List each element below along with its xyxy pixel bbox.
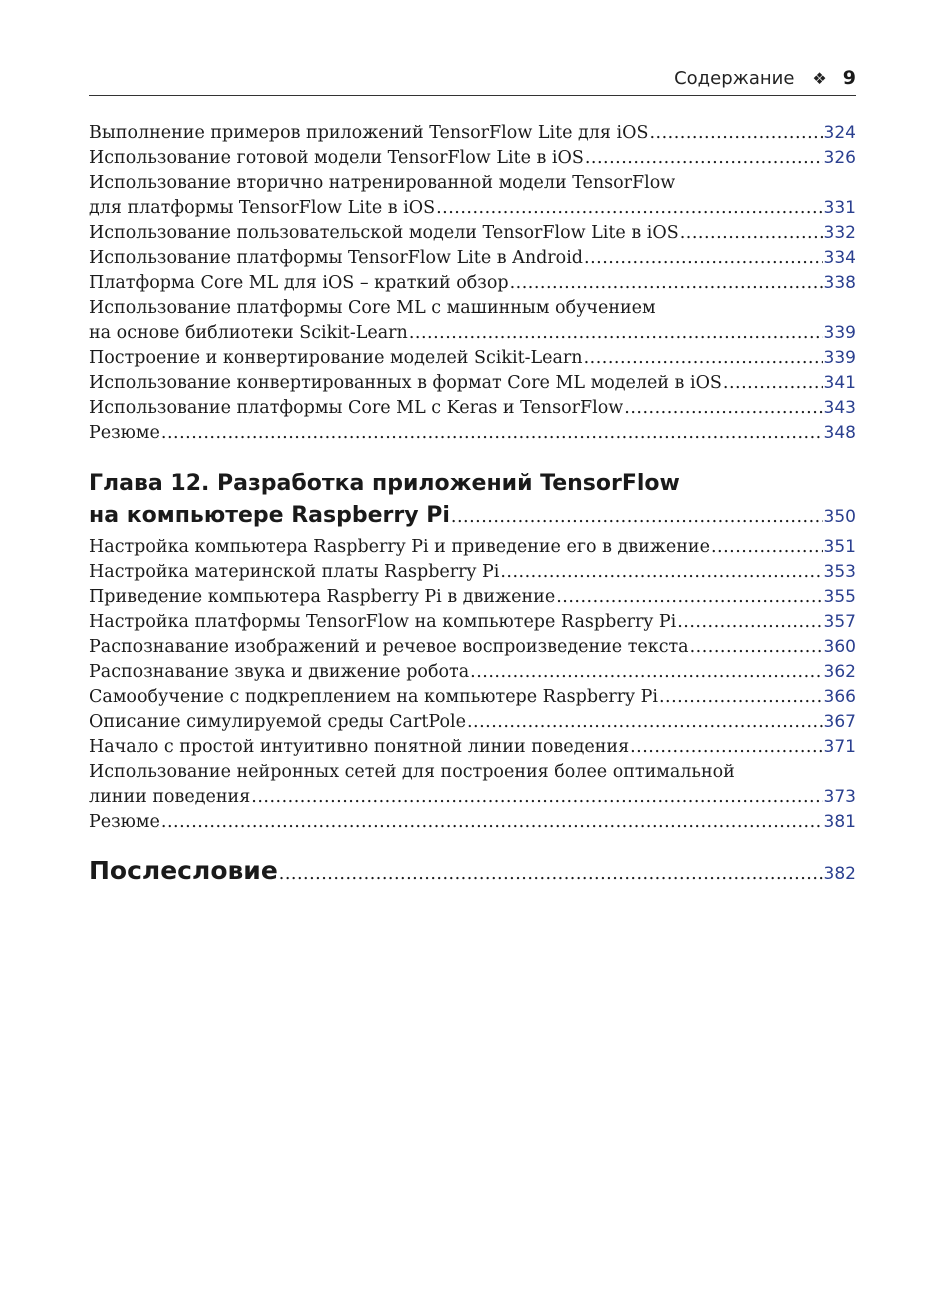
toc-entry[interactable] (89, 221, 856, 246)
toc-entry[interactable] (89, 635, 856, 660)
dot-leader (161, 810, 823, 835)
toc-entry[interactable] (89, 346, 856, 371)
toc-entry-title: Настройка материнской платы Raspberry Pi (89, 562, 500, 582)
toc-entry[interactable] (89, 560, 856, 585)
dot-leader (659, 685, 823, 710)
toc-entry-page: 355 (823, 587, 856, 607)
toc-entry-page: 353 (823, 562, 856, 582)
toc-entry-page: 371 (823, 737, 856, 757)
running-header (89, 64, 856, 96)
toc-entry[interactable] (89, 685, 856, 710)
dot-leader (556, 585, 822, 610)
toc-entry[interactable] (89, 535, 856, 560)
toc-entry-title: Использование платформы TensorFlow Lite в Android (89, 248, 583, 268)
toc-entry-title: на основе библиотеки Scikit-Learn (89, 323, 408, 343)
toc-entry[interactable] (89, 246, 856, 271)
toc-entry[interactable] (89, 785, 856, 810)
dot-leader (409, 321, 823, 346)
dot-leader (680, 221, 823, 246)
chapter-heading-entry[interactable] (89, 500, 856, 533)
toc-entry[interactable] (89, 810, 856, 835)
toc-entry-title: Настройка платформы TensorFlow на компьютере Raspberry Pi (89, 612, 677, 632)
dot-leader (500, 560, 822, 585)
toc-entry[interactable] (89, 146, 856, 171)
toc-entry-title: Начало с простой интуитивно понятной линии поведения (89, 737, 630, 757)
dot-leader (436, 196, 822, 221)
toc-entry-page: 367 (823, 712, 856, 732)
dot-leader (470, 660, 822, 685)
toc-entry-title: Построение и конвертирование моделей Scikit-Learn (89, 348, 583, 368)
toc-entry[interactable] (89, 121, 856, 146)
toc-entry-title: Использование конвертированных в формат Core ML моделей в iOS (89, 373, 722, 393)
toc-entry-page: 324 (823, 123, 856, 143)
toc-entry-page: 348 (823, 423, 856, 443)
dot-leader (467, 710, 823, 735)
dot-leader (279, 858, 823, 890)
toc-entry-title-line1: Использование платформы Core ML с машинным обучением (89, 298, 656, 318)
toc-entry-page: 373 (823, 787, 856, 807)
chapter-heading-line2: на компьютере Raspberry Pi (89, 503, 450, 528)
dot-leader (649, 121, 822, 146)
dot-leader (510, 271, 823, 296)
toc-entry-title: Использование готовой модели TensorFlow Lite в iOS (89, 148, 584, 168)
dot-leader (584, 246, 823, 271)
toc-entry[interactable] (89, 610, 856, 635)
toc-entry-title: Описание симулируемой среды CartPole (89, 712, 466, 732)
dot-leader (630, 735, 822, 760)
toc-entry-page: 351 (823, 537, 856, 557)
toc-entry[interactable] (89, 660, 856, 685)
toc-entry-title-line1: Использование нейронных сетей для построения более оптимальной (89, 762, 735, 782)
dot-leader (251, 785, 822, 810)
header-page-number: 9 (842, 67, 856, 89)
chapter-page: 350 (823, 507, 856, 527)
toc-entry-title: Распознавание звука и движение робота (89, 662, 470, 682)
toc-entry-title: Распознавание изображений и речевое воспроизведение текста (89, 637, 689, 657)
toc-entry-page: 362 (823, 662, 856, 682)
table-of-contents (89, 121, 856, 890)
toc-entry-page: 331 (823, 198, 856, 218)
dot-leader (161, 421, 823, 446)
toc-entry[interactable] (89, 585, 856, 610)
toc-entry-title: Использование платформы Core ML с Keras и TensorFlow (89, 398, 624, 418)
header-section-title: Содержание (674, 67, 795, 89)
toc-entry[interactable] (89, 421, 856, 446)
toc-entry-title-line1: Использование вторично натренированной модели TensorFlow (89, 173, 676, 193)
dot-leader (690, 635, 823, 660)
dot-leader (584, 346, 823, 371)
header-right (674, 67, 856, 89)
afterword-title: Послесловие (89, 856, 278, 885)
toc-entry-page: 326 (823, 148, 856, 168)
toc-entry-page: 366 (823, 687, 856, 707)
toc-entry-title: Выполнение примеров приложений TensorFlow Lite для iOS (89, 123, 649, 143)
dot-leader (624, 396, 822, 421)
toc-entry[interactable] (89, 196, 856, 221)
toc-entry-title: Резюме (89, 812, 160, 832)
toc-entry-page: 339 (823, 323, 856, 343)
dot-leader (585, 146, 823, 171)
toc-entry[interactable] (89, 735, 856, 760)
toc-entry-title: Использование пользовательской модели TensorFlow Lite в iOS (89, 223, 679, 243)
toc-entry-page: 338 (823, 273, 856, 293)
fleuron-icon: ❖ (812, 68, 827, 88)
toc-entry-page: 339 (823, 348, 856, 368)
toc-entry-page: 381 (823, 812, 856, 832)
toc-entry-title: Приведение компьютера Raspberry Pi в движение (89, 587, 556, 607)
dot-leader (677, 610, 822, 635)
toc-entry-title: линии поведения (89, 787, 251, 807)
toc-entry-page: 332 (823, 223, 856, 243)
afterword-page: 382 (823, 864, 856, 884)
dot-leader (451, 501, 823, 533)
chapter-heading-line1: Глава 12. Разработка приложений TensorFlow (89, 471, 680, 496)
toc-entry-title: Настройка компьютера Raspberry Pi и приведение его в движение (89, 537, 710, 557)
toc-entry-page: 343 (823, 398, 856, 418)
afterword-entry[interactable] (89, 855, 856, 890)
toc-entry[interactable] (89, 710, 856, 735)
toc-entry-title: Резюме (89, 423, 160, 443)
toc-entry-page: 341 (823, 373, 856, 393)
toc-entry[interactable] (89, 321, 856, 346)
dot-leader (711, 535, 823, 560)
toc-entry[interactable] (89, 396, 856, 421)
toc-entry[interactable] (89, 371, 856, 396)
toc-entry[interactable] (89, 271, 856, 296)
toc-entry-page: 360 (823, 637, 856, 657)
dot-leader (723, 371, 823, 396)
toc-entry-title: для платформы TensorFlow Lite в iOS (89, 198, 436, 218)
toc-entry-page: 334 (823, 248, 856, 268)
toc-entry-title: Самообучение с подкреплением на компьютере Raspberry Pi (89, 687, 658, 707)
toc-entry-title: Платформа Core ML для iOS – краткий обзор (89, 273, 509, 293)
toc-entry-page: 357 (823, 612, 856, 632)
